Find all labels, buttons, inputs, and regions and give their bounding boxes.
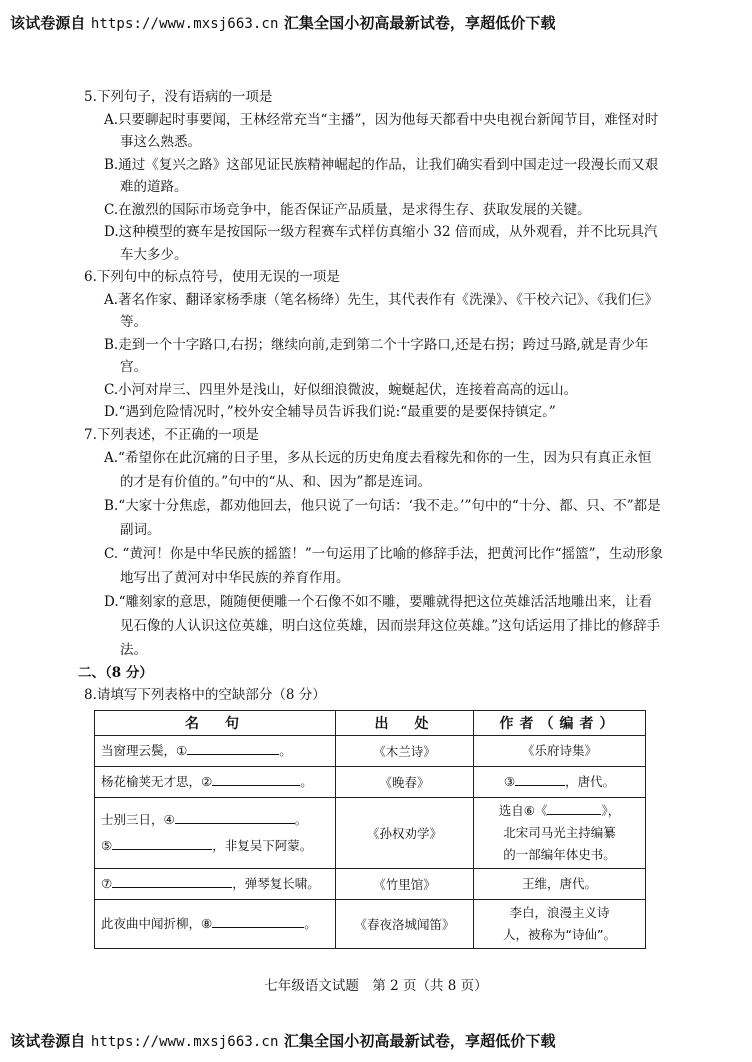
answer-blank-4[interactable] [175,809,295,824]
banner-suffix: 汇集全国小初高最新试卷，享超低价下载 [283,1032,556,1050]
question-5-stem: 5.下列句子，没有语病的一项是 [84,89,273,105]
question-7-stem: 7.下列表述，不正确的一项是 [84,426,259,443]
quote-text: 杨花榆荚无才思，② [101,773,213,789]
banner-prefix: 该试卷源自 [10,1032,86,1050]
quote-cell [95,899,336,948]
banner-prefix: 该试卷源自 [10,14,86,32]
quote-text: ，非复吴下阿蒙。 [212,837,313,853]
quote-text: 此夜曲中闻折柳，⑧ [101,915,213,931]
quote-cell [95,766,336,797]
question-6-option-d: D.“遇到危险情况时，”校外安全辅导员告诉我们说:“最重要的是要保持镇定。” [104,404,556,420]
author-text: ，唐代。 [565,773,616,789]
table-row [95,899,646,948]
answer-blank-1[interactable] [187,740,279,755]
author-cell [474,797,646,868]
source-cell: 《孙权劝学》 [336,797,474,868]
answer-blank-7[interactable] [112,873,232,888]
header-quote: 名 句 [95,710,336,735]
quote-text: 。 [300,773,313,789]
author-text: 李白，浪漫主义诗 [509,904,610,920]
author-text: ③ [503,773,516,789]
quote-text: 。 [279,742,292,758]
source-cell: 《春夜洛城闻笛》 [336,899,474,948]
question-7-option-c: C. “黄河！你是中华民族的摇篮！”一句运用了比喻的修辞手法，把黄河比作“摇篮”，生动形象地写出了黄河对中华民族的养育作用。 [104,546,664,586]
quote-text: 。 [304,915,317,931]
question-6-option-c: C.小河对岸三、四里外是浅山，好似细浪微波，蜿蜒起伏，连接着高高的远山。 [104,381,578,398]
answer-blank-5[interactable] [112,835,212,850]
question-6-option-a: A.著名作家、翻译家杨季康（笔名杨绛）先生，其代表作有《洗澡》、《干校六记》、《我们仨》等。 [104,291,659,330]
quote-text: 当窗理云鬓，① [101,742,188,758]
quote-text: ⑤ [101,837,113,853]
source-cell: 《木兰诗》 [336,735,474,766]
quote-text: ，弹琴复长啸。 [232,875,320,891]
question-5-option-b: B.通过《复兴之路》这部见证民族精神崛起的作品，让我们确实看到中国走过一段漫长而又艰难的道路。 [104,156,659,195]
table-row [95,868,646,899]
question-5-option-c: C.在激烈的国际市场竞争中，能否保证产品质量，是求得生存、获取发展的关键。 [104,201,591,218]
question-5-option-a: A.只要聊起时事要闻，王林经常充当“主播”，因为他每天都看中央电视台新闻节目，难怪对时事这么熟悉。 [104,111,659,150]
quote-cell [95,868,336,899]
question-6-option-b: B.走到一个十字路口,右拐；继续向前,走到第二个十字路口,还是右拐；跨过马路,就是青少年宫。 [104,336,649,375]
quote-text: ⑦ [101,875,113,891]
question-7-option-d: D.“雕刻家的意思，随随便便雕一个石像不如不雕，要雕就得把这位英雄活活地雕出来，让看见石像的人认识这位英雄，明白这位英雄，因而崇拜这位英雄。”这句话运用了排比的修辞手法。 [104,594,661,658]
header-author: 作者（编者） [474,710,646,735]
quote-cell [95,797,336,868]
answer-blank-8[interactable] [212,913,304,928]
source-banner-top [10,12,556,33]
author-cell [474,899,646,948]
author-cell: 《乐府诗集》 [474,735,646,766]
page-footer: 七年级语文试题 第 2 页（共 8 页） [264,978,488,994]
answer-blank-2[interactable] [212,771,300,786]
author-text: 选自⑥《 [498,802,548,818]
table-row [95,735,646,766]
question-8-stem: 8.请填写下列表格中的空缺部分（8 分） [84,687,326,703]
source-cell: 《晚春》 [336,766,474,797]
source-cell: 《竹里馆》 [336,868,474,899]
table-header-row [95,710,646,735]
banner-suffix: 汇集全国小初高最新试卷，享超低价下载 [283,14,556,32]
answer-blank-6[interactable] [547,800,601,815]
author-text: 北宋司马光主持编纂 [503,824,616,840]
section-2-title: 二、（8 分） [78,665,153,681]
author-cell [474,766,646,797]
table-row [95,766,646,797]
header-source: 出 处 [336,710,474,735]
table-row [95,797,646,868]
question-7-option-a: A.“希望你在此沉痛的日子里，多从长远的历史角度去看稼先和你的一生，因为只有真正永恒的才是有价值的。”句中的“从、和、因为”都是连词。 [104,450,652,490]
banner-url: https://www.mxsj663.cn [90,1034,279,1050]
quote-text: 。 [294,811,308,827]
source-banner-bottom [10,1030,556,1051]
author-cell: 王维，唐代。 [474,868,646,899]
quote-text: 士别三日，④ [101,811,175,827]
author-text: 人，被称为“诗仙”。 [503,926,616,942]
fill-in-table [94,710,646,949]
quote-cell [95,735,336,766]
author-text: 》， [601,802,621,818]
question-7-option-b: B.“大家十分焦虑，都劝他回去，他只说了一句话：‘我不走。’”句中的“十分、都、只、不”都是副词。 [104,498,661,538]
answer-blank-3[interactable] [515,771,565,786]
banner-url: https://www.mxsj663.cn [90,16,279,32]
question-5-option-d: D.这种模型的赛车是按国际一级方程赛车式样仿真缩小 32 倍而成，从外观看，并不比玩具汽车大多少。 [104,224,658,263]
question-6-stem: 6.下列句中的标点符号，使用无误的一项是 [84,269,340,285]
exam-content [78,86,664,949]
author-text: 的一部编年体史书。 [503,846,616,862]
